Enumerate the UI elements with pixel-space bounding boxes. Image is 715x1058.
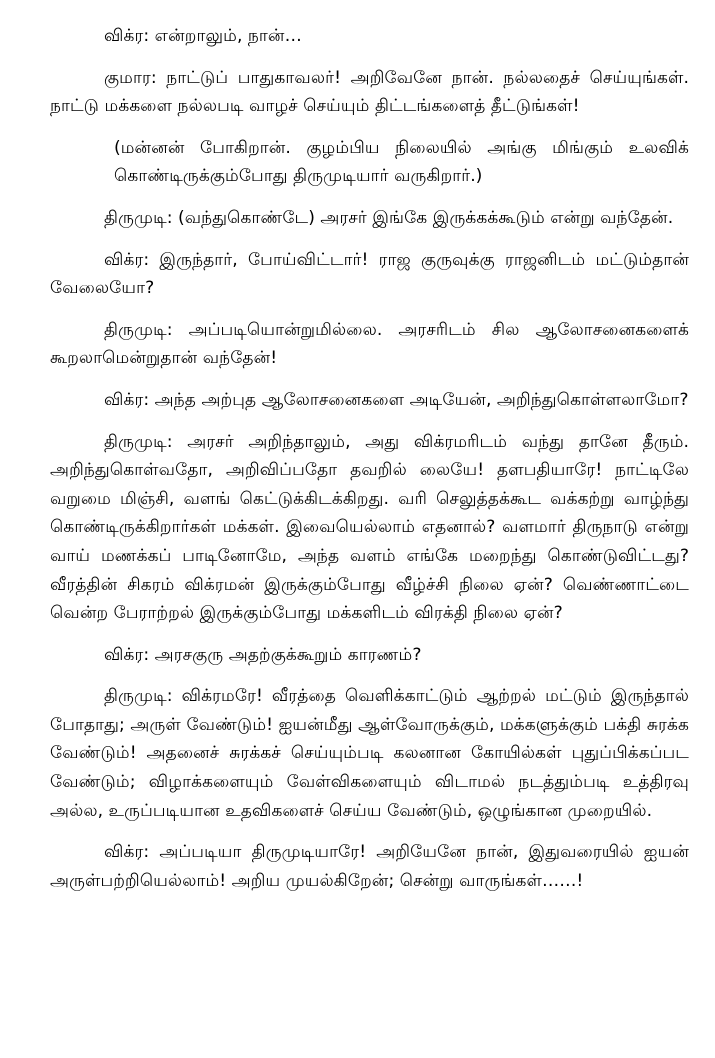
stage-direction: (மன்னன் போகிறான். குழம்பிய நிலையில் அங்கு மிங்கும் உலவிக் கொண்டிருக்கும்போது திருமுடியார் வருகிறார்.) (114, 137, 689, 187)
dialogue-paragraph: விக்ர: அப்படியா திருமுடியாரே! அறியேனே நான், இதுவரையில் ஐயன் அருள்பற்றியெல்லாம்! அறிய முயல்கிறேன்; சென்று வாருங்கள்……! (50, 842, 689, 891)
dialogue-paragraph: திருமுடி: அரசர் அறிந்தாலும், அது விக்ரமரிடம் வந்து தானே தீரும். அறிந்துகொள்வதோ, அறிவிப்பதோ தவறில் லையே! தளபதியாரே! நாட்டிலே வறுமை மிஞ்சி, வளங் கெட்டுக்கிடக்கிறது. வரி செலுத்தக்கூட வக்கற்று வாழ்ந்து கொண்டிருக்கிறார்கள் மக்கள். இவையெல்லாம் எதனால்? வளமார் திருநாடு என்று வாய் மணக்கப் பாடினோமே, அந்த வளம் எங்கே மறைந்து கொண்டுவிட்டது? வீரத்தின் சிகரம் விக்ரமன் இருக்கும்போது வீழ்ச்சி நிலை ஏன்? வெண்ணாட்டை வென்ற பேராற்றல் இருக்கும்போது மக்களிடம் விரக்தி நிலை ஏன்? (50, 431, 689, 624)
dialogue-paragraph: விக்ர: அரசகுரு அதற்குக்கூறும் காரணம்? (104, 644, 422, 665)
dialogue-paragraph: திருமுடி: அப்படியொன்றுமில்லை. அரசரிடம் சில ஆலோசனைகளைக் கூறலாமென்றுதான் வந்தேன்! (50, 319, 689, 369)
dialogue-paragraph: விக்ர: இருந்தார், போய்விட்டார்! ராஜ குருவுக்கு ராஜனிடம் மட்டும்தான் வேலையோ? (50, 249, 689, 299)
dialogue-paragraph: திருமுடி: விக்ரமரே! வீரத்தை வெளிக்காட்டும் ஆற்றல் மட்டும் இருந்தால் போதாது; அருள் வேண்டும்! ஐயன்மீது ஆள்வோருக்கும், மக்களுக்கும் பக்தி சுரக்க வேண்டும்! அதனைச் சுரக்கச் செய்யும்படி கலனான கோயில்கள் புதுப்பிக்கப்பட வேண்டும்; விழாக்களையும் வேள்விகளையும் விடாமல் நடத்தும்படி உத்திரவு அல்ல, உருப்படியான உதவிகளைச் செய்ய வேண்டும், ஒழுங்கான முறையில். (50, 686, 689, 821)
dialogue-paragraph: விக்ர: என்றாலும், நான்… (104, 26, 302, 46)
dialogue-paragraph: திருமுடி: (வந்துகொண்டே) அரசர் இங்கே இருக்கக்கூடும் என்று வந்தேன். (104, 207, 674, 228)
dialogue-paragraph: விக்ர: அந்த அற்புத ஆலோசனைகளை அடியேன், அறிந்துகொள்ளலாமோ? (104, 389, 689, 410)
dialogue-paragraph: குமார: நாட்டுப் பாதுகாவலர்! அறிவேனே நான். நல்லதைச் செய்யுங்கள். நாட்டு மக்களை நல்லபடி வாழச் செய்யும் திட்டங்களைத் தீட்டுங்கள்! (50, 67, 689, 117)
